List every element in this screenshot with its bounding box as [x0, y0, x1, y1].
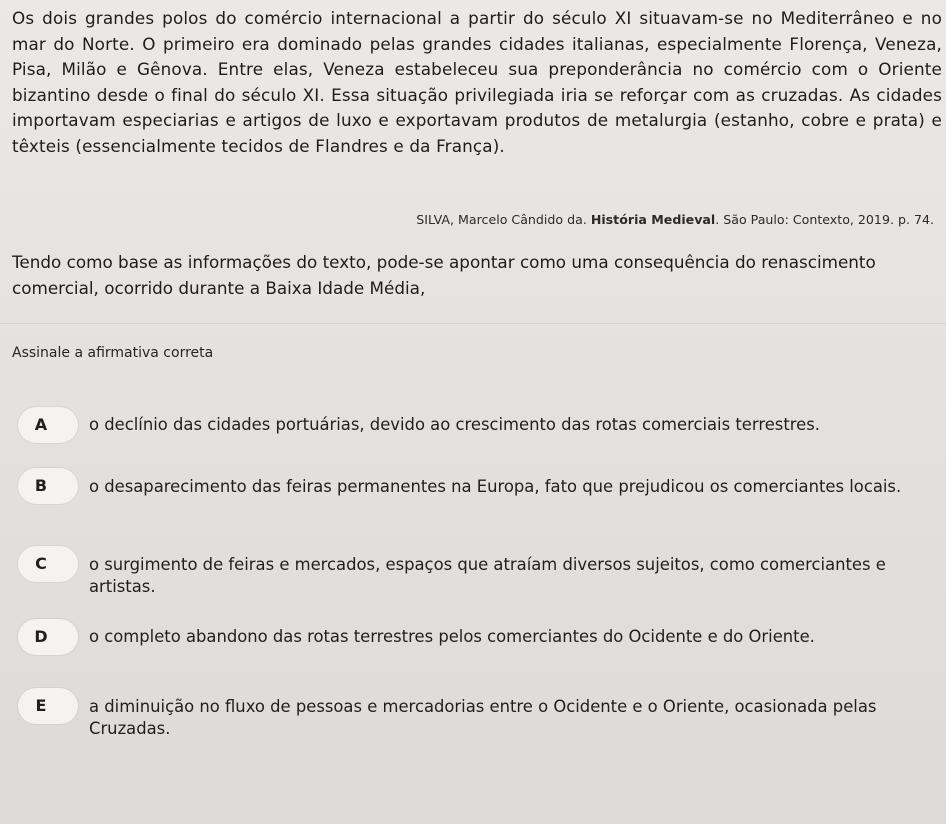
citation: [416, 212, 934, 227]
citation-title: História Medieval: [590, 212, 716, 227]
option-c-text: o surgimento de feiras e mercados, espaços que atraíam diversos sujeitos, como comerciantes e artistas.: [89, 555, 886, 596]
instruction-text: Assinale a afirmativa correta: [12, 345, 214, 361]
passage-text: Os dois grandes polos do comércio internacional a partir do século XI situavam-se no Mediterrâneo e no mar do Norte. O primeiro era dominado pelas grandes cidades italianas, especialmente Florença, Veneza, Pisa, Milão e Gênova. Entre elas, Veneza estabeleceu sua preponderância no comércio com o Oriente bizantino desde o final do século XI. Essa situação privilegiada iria se reforçar com as cruzadas. As cidades importavam especiarias e artigos de luxo e exportavam produtos de metalurgia (estanho, cobre e prata) e têxteis (essencialmente tecidos de Flandres e da França).: [12, 8, 942, 156]
option-c-letter: C: [35, 554, 47, 573]
divider: [0, 323, 946, 324]
option-a-text: o declínio das cidades portuárias, devido ao crescimento das rotas comerciais terrestres.: [89, 415, 820, 434]
citation-prefix: SILVA, Marcelo Cândido da.: [416, 212, 591, 227]
option-b-text: o desaparecimento das feiras permanentes na Europa, fato que prejudicou os comerciantes locais.: [89, 477, 902, 496]
option-e-text: a diminuição no fluxo de pessoas e mercadorias entre o Ocidente e o Oriente, ocasionada pelas Cruzadas.: [89, 697, 877, 738]
citation-suffix: . São Paulo: Contexto, 2019. p. 74.: [715, 212, 934, 227]
option-d-text: o completo abandono das rotas terrestres pelos comerciantes do Ocidente e do Oriente.: [89, 627, 815, 646]
option-d-letter: D: [34, 627, 48, 646]
option-e-letter: E: [35, 696, 47, 715]
option-a-letter: A: [34, 415, 48, 434]
option-b-letter: B: [34, 476, 48, 495]
question-prompt: Tendo como base as informações do texto, pode-se apontar como uma consequência do renascimento comercial, ocorrido durante a Baixa Idade Média,: [12, 252, 876, 298]
